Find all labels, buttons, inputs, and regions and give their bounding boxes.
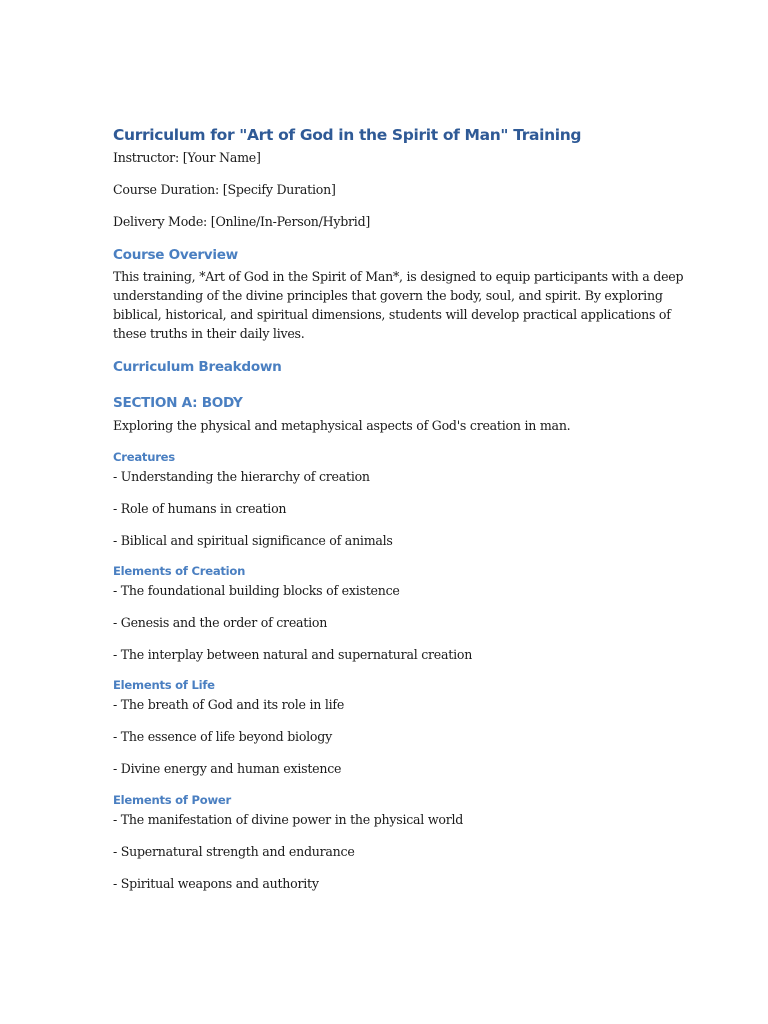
- list-item: - The interplay between natural and supernatural creation: [113, 647, 473, 662]
- breakdown-heading: Curriculum Breakdown: [113, 359, 282, 375]
- list-item: - The breath of God and its role in life: [113, 697, 345, 712]
- delivery-line: Delivery Mode: [Online/In-Person/Hybrid]: [113, 214, 371, 229]
- overview-line: these truths in their daily lives.: [113, 326, 305, 341]
- overview-heading: Course Overview: [113, 247, 238, 263]
- overview-line: biblical, historical, and spiritual dimensions, students will develop practical applications of: [113, 307, 671, 322]
- section-a-heading: SECTION A: BODY: [113, 395, 243, 411]
- overview-paragraph: [113, 267, 684, 343]
- list-item: - The essence of life beyond biology: [113, 729, 332, 744]
- list-item: - The manifestation of divine power in the physical world: [113, 812, 464, 827]
- overview-line: understanding of the divine principles that govern the body, soul, and spirit. By exploring: [113, 288, 663, 303]
- list-item: - Biblical and spiritual significance of animals: [113, 533, 393, 548]
- duration-line: Course Duration: [Specify Duration]: [113, 182, 336, 197]
- subsection-heading-elements-of-power: Elements of Power: [113, 793, 231, 807]
- list-item: - Spiritual weapons and authority: [113, 876, 319, 891]
- subsection-heading-elements-of-creation: Elements of Creation: [113, 564, 246, 578]
- subsection-heading-elements-of-life: Elements of Life: [113, 678, 215, 692]
- overview-line: This training, *Art of God in the Spirit of Man*, is designed to equip participants with a deep: [113, 269, 684, 284]
- subsection-heading-creatures: Creatures: [113, 450, 175, 464]
- list-item: - Divine energy and human existence: [113, 761, 342, 776]
- instructor-line: Instructor: [Your Name]: [113, 150, 261, 165]
- list-item: - Understanding the hierarchy of creation: [113, 469, 370, 484]
- list-item: - Genesis and the order of creation: [113, 615, 328, 630]
- section-a-intro: Exploring the physical and metaphysical aspects of God's creation in man.: [113, 418, 571, 433]
- document-page: [113, 124, 684, 893]
- document-title: Curriculum for "Art of God in the Spirit of Man" Training: [113, 126, 582, 144]
- list-item: - The foundational building blocks of existence: [113, 583, 400, 598]
- list-item: - Role of humans in creation: [113, 501, 287, 516]
- list-item: - Supernatural strength and endurance: [113, 844, 355, 859]
